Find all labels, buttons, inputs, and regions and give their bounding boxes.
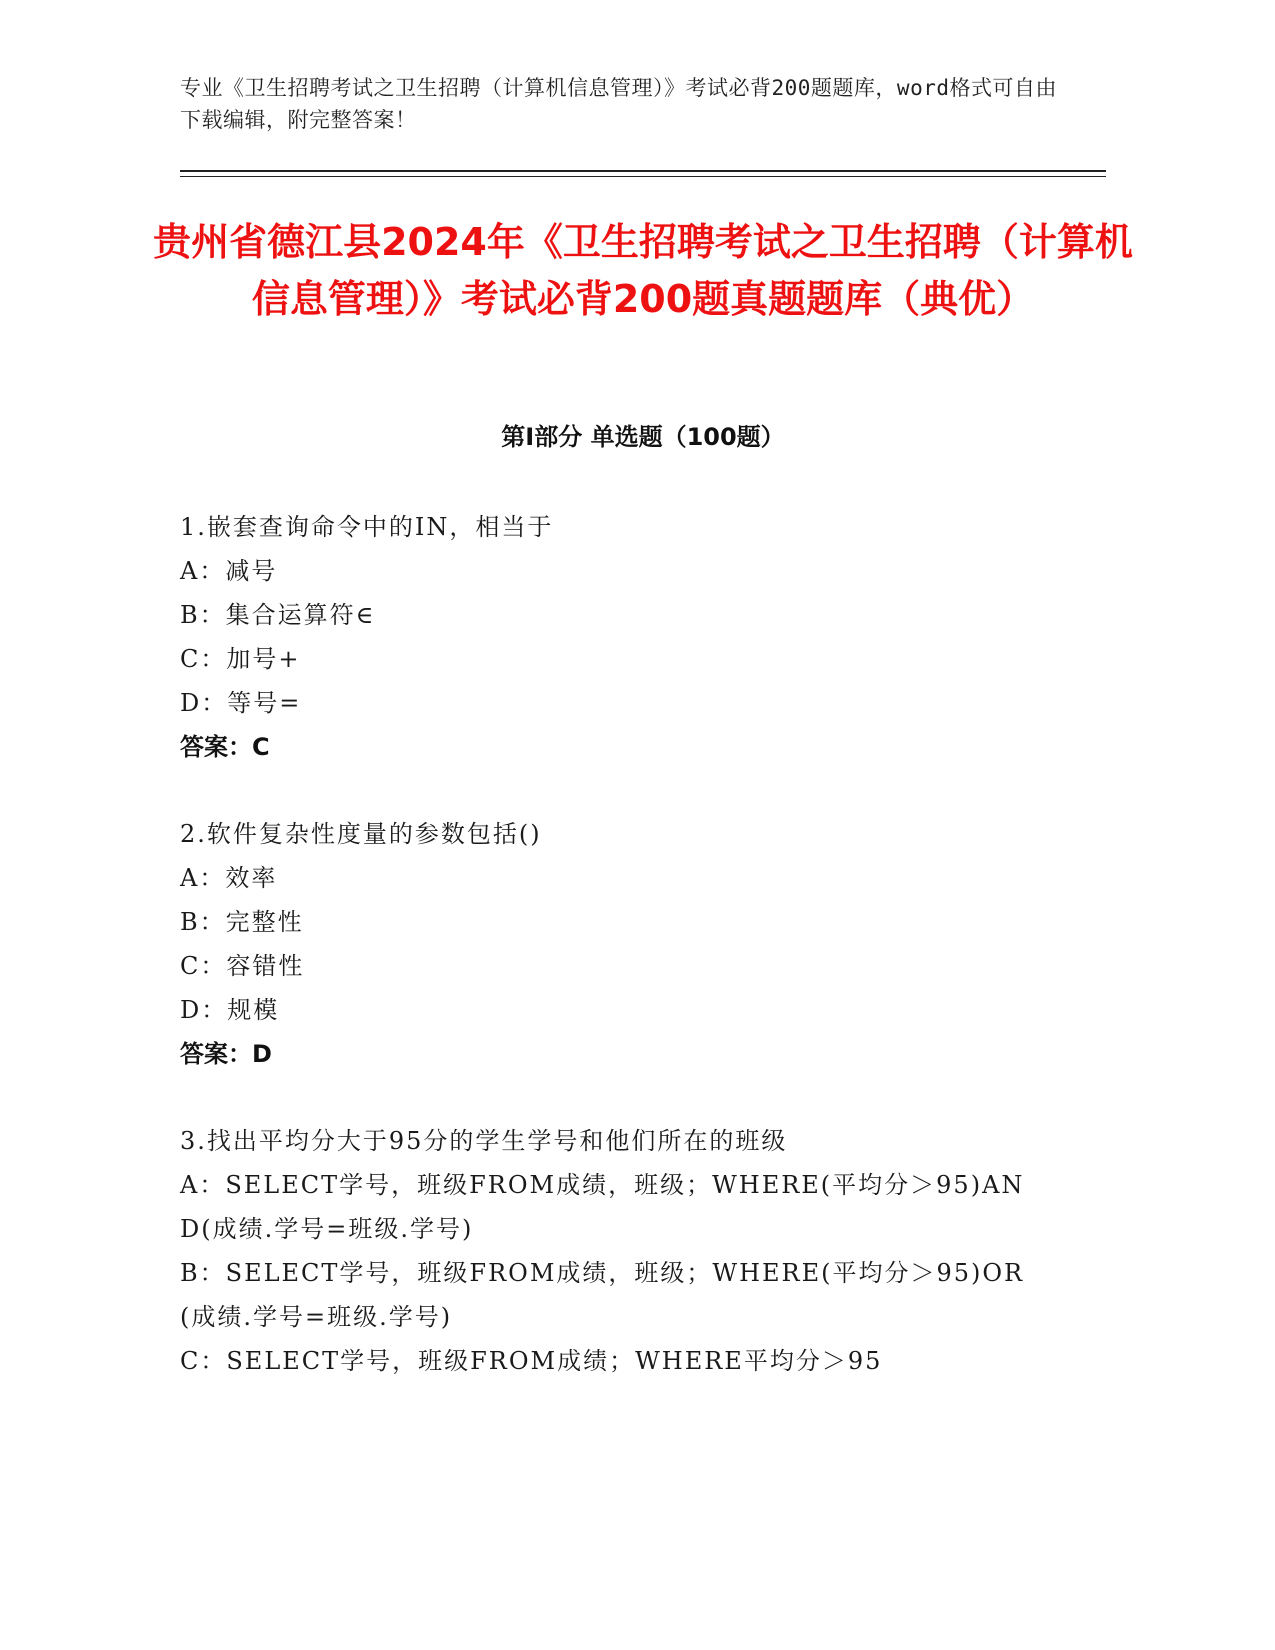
header-rule-thin bbox=[180, 176, 1106, 177]
question-stem: 2.软件复杂性度量的参数包括() bbox=[180, 820, 542, 848]
option-c: C：加号+ bbox=[180, 645, 301, 673]
option-a: A：减号 bbox=[180, 557, 278, 585]
option-c: C：SELECT学号，班级FROM成绩；WHERE平均分＞95 bbox=[180, 1347, 883, 1375]
question-list bbox=[180, 505, 1040, 1426]
question-3 bbox=[180, 1119, 1040, 1383]
question-stem: 1.嵌套查询命令中的IN，相当于 bbox=[180, 513, 554, 541]
option-b: B：SELECT学号，班级FROM成绩，班级；WHERE(平均分＞95)OR(成绩.学号=班级.学号) bbox=[180, 1259, 1025, 1331]
option-d: D：等号= bbox=[180, 689, 302, 717]
answer-key: 答案：C bbox=[180, 733, 270, 761]
answer-key: 答案：D bbox=[180, 1040, 272, 1068]
header-rule-thick bbox=[180, 170, 1106, 172]
option-a: A：效率 bbox=[180, 864, 278, 892]
question-stem: 3.找出平均分大于95分的学生学号和他们所在的班级 bbox=[180, 1127, 788, 1155]
question-1 bbox=[180, 505, 1040, 769]
option-b: B：完整性 bbox=[180, 908, 304, 936]
section-heading: 第Ⅰ部分 单选题（100题） bbox=[501, 423, 785, 451]
question-2 bbox=[180, 812, 1040, 1076]
option-d: D：规模 bbox=[180, 996, 280, 1024]
option-b: B：集合运算符∈ bbox=[180, 601, 376, 629]
document-title: 贵州省德江县2024年《卫生招聘考试之卫生招聘（计算机信息管理）》考试必背200题真题题库（典优） bbox=[153, 220, 1133, 321]
option-a: A：SELECT学号，班级FROM成绩，班级；WHERE(平均分＞95)AND(成绩.学号=班级.学号) bbox=[180, 1171, 1025, 1243]
option-c: C：容错性 bbox=[180, 952, 305, 980]
header-note: 专业《卫生招聘考试之卫生招聘（计算机信息管理）》考试必背200题题库，word格式可自由下载编辑，附完整答案！ bbox=[180, 76, 1057, 132]
